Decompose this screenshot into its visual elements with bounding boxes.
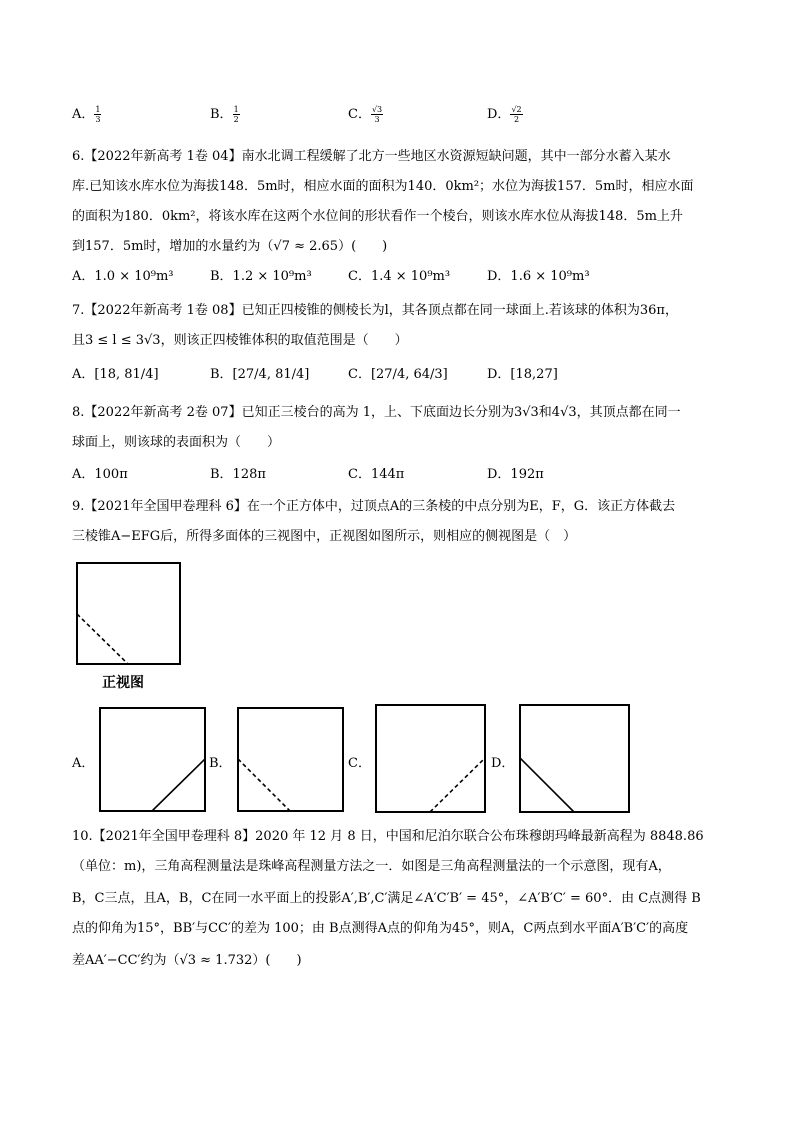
q6-option-d: D．1.6 × 10⁹m³: [487, 269, 590, 284]
q10-line-1: 10.【2021年全国甲卷理科 8】2020 年 12 月 8 日，中国和尼泊尔联合公布珠穆朗玛峰最新高程为 8848.86: [72, 829, 704, 844]
q6-line-1: 6.【2022年新高考 1卷 04】南水北调工程缓解了北方一些地区水资源短缺问题，其中一部分水蓄入某水: [72, 149, 671, 164]
q8-option-d: D．192π: [487, 467, 544, 482]
q7-line-2: 且3 ≤ l ≤ 3√3，则该正四棱锥体积的取值范围是（ ）: [72, 333, 408, 348]
q7-line-1: 7.【2022年新高考 1卷 08】已知正四棱锥的侧棱长为l，其各顶点都在同一球面上.若该球的体积为36π，: [72, 303, 678, 318]
q7-option-d: D．[18,27]: [487, 367, 558, 382]
q7-option-a: A．[18, 81/4]: [72, 367, 159, 382]
q10-line-2: （单位：m)，三角高程测量法是珠峰高程测量方法之一．如图是三角高程测量法的一个示意图，现有A，: [72, 859, 671, 874]
q6-option-a: A．1.0 × 10⁹m³: [72, 269, 174, 284]
q7-option-b: B．[27/4, 81/4]: [210, 367, 310, 382]
q7-option-c: C．[27/4, 64/3]: [348, 367, 448, 382]
q9-option-a-figure: [99, 707, 207, 813]
q8-option-b: B．128π: [210, 467, 266, 482]
q5-option-a: A． $\frac{1}{3}$: [72, 105, 101, 124]
q6-option-c: C．1.4 × 10⁹m³: [348, 269, 451, 284]
front-view-label: 正视图: [102, 675, 144, 691]
q8-line-1: 8.【2022年新高考 2卷 07】已知正三棱台的高为 1，上、下底面边长分别为3√3和4√3，其顶点都在同一: [72, 405, 681, 420]
q9-option-d-label: D．: [491, 756, 515, 771]
q5-option-c: C． $\frac{√3}{3}$: [348, 105, 383, 124]
q6-line-2: 库.已知该水库水位为海拔148．5m时，相应水面的面积为140．0km²；水位为海拔157．5m时，相应水面: [72, 179, 694, 194]
q9-option-a-label: A．: [72, 756, 95, 771]
q6-line-4: 到157．5m时，增加的水量约为（√7 ≈ 2.65）( ): [72, 239, 388, 254]
q9-option-b-label: B．: [209, 756, 232, 771]
q8-option-c: C．144π: [348, 467, 405, 482]
q10-line-4: 点的仰角为15°，BB′与CC′的差为 100；由 B点测得A点的仰角为45°，则A，C两点到水平面A′B′C′的高度: [72, 921, 689, 936]
q9-option-c-label: C．: [348, 756, 371, 771]
q10-line-3: B，C三点，且A，B，C在同一水平面上的投影A′,B′,C′满足∠A′C′B′ = 45°，∠A′B′C′ = 60°．由 C点测得 B: [72, 891, 701, 906]
q10-line-5: 差AA′−CC′约为（√3 ≈ 1.732）( ): [72, 953, 302, 968]
q9-line-2: 三棱锥A−EFG后，所得多面体的三视图中，正视图如图所示，则相应的侧视图是（ ）: [72, 529, 577, 544]
q9-option-b-figure: [237, 707, 345, 813]
q9-option-d-figure: [519, 704, 631, 814]
q5-option-d: D． $\frac{√2}{2}$: [487, 105, 522, 124]
q8-line-2: 球面上，则该球的表面积为（ ）: [72, 435, 281, 450]
front-view-figure: [76, 562, 182, 666]
q9-line-1: 9.【2021年全国甲卷理科 6】在一个正方体中，过顶点A的三条棱的中点分别为E，F，G．该正方体截去: [72, 499, 676, 514]
q5-option-b: B． $\frac{1}{2}$: [210, 105, 239, 124]
q9-option-c-figure: [375, 704, 487, 814]
q8-option-a: A．100π: [72, 467, 128, 482]
q6-option-b: B．1.2 × 10⁹m³: [210, 269, 312, 284]
q6-line-3: 的面积为180．0km²，将该水库在这两个水位间的形状看作一个棱台，则该水库水位从海拔148．5m上升: [72, 209, 683, 224]
